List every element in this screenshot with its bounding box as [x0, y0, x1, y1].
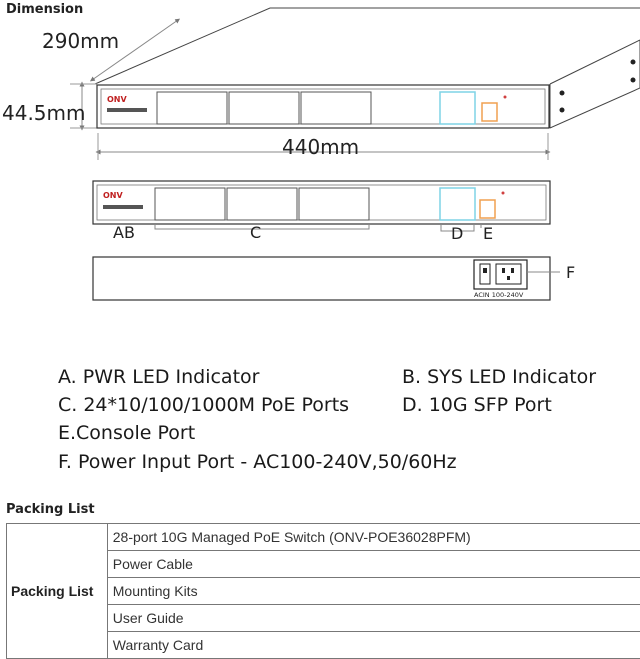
legend-c: C. 24*10/100/1000M PoE Ports — [58, 394, 350, 416]
legend-e: E.Console Port — [58, 422, 196, 444]
depth-dimension-label: 290mm — [42, 29, 120, 53]
legend-a: A. PWR LED Indicator — [58, 366, 260, 388]
packing-item: User Guide — [107, 605, 640, 632]
front-panel-top — [97, 85, 549, 128]
label-d: D — [451, 224, 464, 243]
packing-section-title: Packing List — [6, 502, 95, 517]
legend-b: B. SYS LED Indicator — [402, 366, 597, 388]
rack-ear-hole — [560, 91, 565, 96]
packing-item: Warranty Card — [107, 632, 640, 659]
dimension-section-title: Dimension — [6, 2, 84, 17]
packing-item: Power Cable — [107, 551, 640, 578]
packing-list-table — [6, 523, 640, 659]
width-dimension-label: 440mm — [282, 135, 360, 159]
led-indicator — [502, 192, 505, 195]
packing-item: Mounting Kits — [107, 578, 640, 605]
packing-list-header: Packing List — [7, 524, 108, 659]
brand-logo: ONV — [107, 95, 127, 104]
rack-ear-hole — [560, 108, 565, 113]
height-dimension-label: 44.5mm — [2, 101, 86, 125]
packing-item: 28-port 10G Managed PoE Switch (ONV-POE36028PFM) — [107, 524, 640, 551]
rack-ear-hole — [631, 60, 636, 65]
power-port-label: ACIN 100-240V — [474, 291, 524, 299]
rack-ear-hole — [631, 78, 636, 83]
brand-logo: ONV — [103, 191, 123, 200]
label-f: F — [566, 263, 576, 282]
led-indicator — [504, 96, 507, 99]
front-panel-labeled — [93, 181, 550, 224]
legend-d: D. 10G SFP Port — [402, 394, 552, 416]
legend-f: F. Power Input Port - AC100-240V,50/60Hz — [58, 451, 457, 473]
label-e: E — [483, 224, 494, 243]
rear-panel — [93, 257, 550, 300]
table-row — [7, 524, 640, 551]
label-c: C — [250, 223, 262, 242]
label-ab: AB — [113, 223, 135, 242]
